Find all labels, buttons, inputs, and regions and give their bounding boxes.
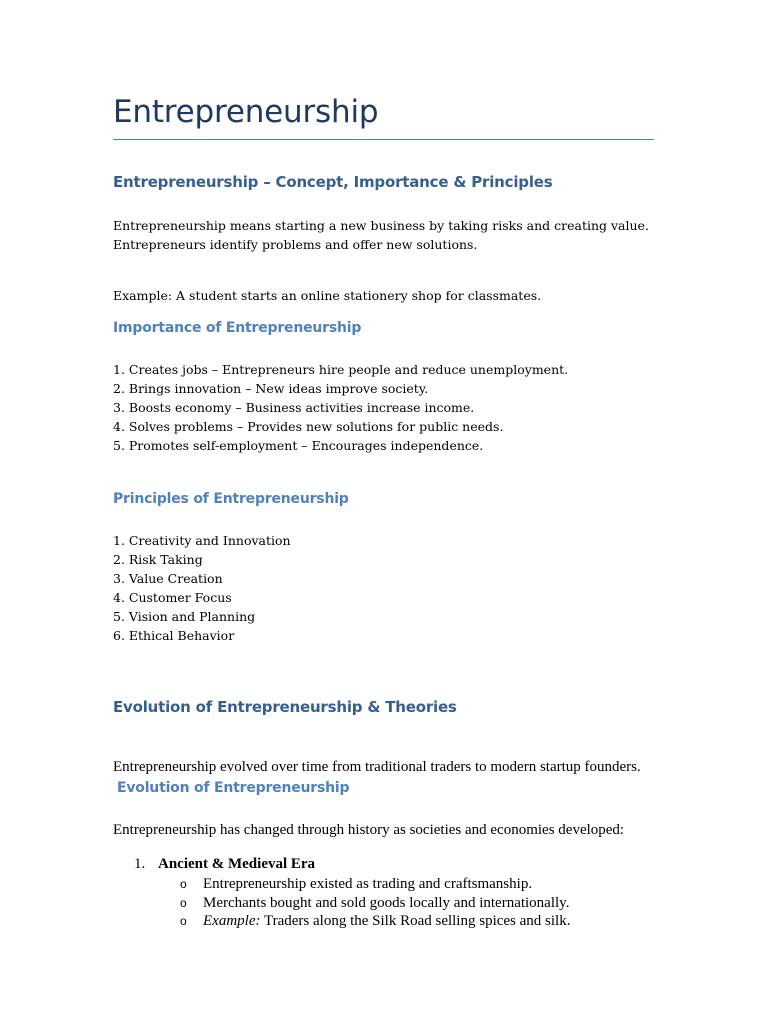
list-number: 1. <box>134 856 146 872</box>
subheading-principles: Principles of Entrepreneurship <box>113 491 349 507</box>
list-item: 5. Promotes self-employment – Encourages independence. <box>113 438 484 453</box>
section-heading-evolution: Evolution of Entrepreneurship & Theories <box>113 698 457 716</box>
list-item: 1. Creates jobs – Entrepreneurs hire people and reduce unemployment. <box>113 362 569 377</box>
era-bullets <box>180 875 570 931</box>
bullet-text: Merchants bought and sold goods locally and internationally. <box>203 894 570 911</box>
example-paragraph: Example: A student starts an online stationery shop for classmates. <box>113 288 542 303</box>
list-item: 6. Ethical Behavior <box>113 628 235 643</box>
bullet-marker: o <box>180 877 187 891</box>
bullet-text: Traders along the Silk Road selling spices and silk. <box>260 913 571 929</box>
bullet-item <box>180 875 570 894</box>
list-item: 2. Brings innovation – New ideas improve society. <box>113 381 429 396</box>
era-list-item <box>134 856 315 873</box>
list-item: 4. Solves problems – Provides new solutions for public needs. <box>113 419 504 434</box>
subheading-importance: Importance of Entrepreneurship <box>113 320 362 336</box>
intro-line: Entrepreneurship means starting a new business by taking risks and creating value. <box>113 218 649 233</box>
document-title: Entrepreneurship <box>113 94 379 130</box>
list-item: 1. Creativity and Innovation <box>113 533 291 548</box>
bullet-item <box>180 912 570 931</box>
list-item: 5. Vision and Planning <box>113 609 256 624</box>
title-underline <box>113 139 654 140</box>
list-item: 2. Risk Taking <box>113 552 203 567</box>
example-label: Example: <box>203 913 261 929</box>
intro-line: Entrepreneurs identify problems and offer new solutions. <box>113 237 478 252</box>
list-item: 3. Boosts economy – Business activities increase income. <box>113 400 475 415</box>
list-item: 3. Value Creation <box>113 571 223 586</box>
section-heading-concept: Entrepreneurship – Concept, Importance & Principles <box>113 173 553 191</box>
bullet-marker: o <box>180 914 187 928</box>
era-label: Ancient & Medieval Era <box>158 856 316 872</box>
evolution-intro: Entrepreneurship evolved over time from traditional traders to modern startup founders. <box>113 759 641 775</box>
importance-list <box>113 360 568 455</box>
bullet-marker: o <box>180 895 187 910</box>
subheading-evolution: Evolution of Entrepreneurship <box>117 780 350 796</box>
intro-paragraph <box>113 216 649 254</box>
list-item: 4. Customer Focus <box>113 590 232 605</box>
principles-list <box>113 531 291 645</box>
bullet-item <box>180 894 570 913</box>
bullet-text: Entrepreneurship existed as trading and craftsmanship. <box>203 876 533 892</box>
evolution-paragraph: Entrepreneurship has changed through history as societies and economies developed: <box>113 822 625 838</box>
